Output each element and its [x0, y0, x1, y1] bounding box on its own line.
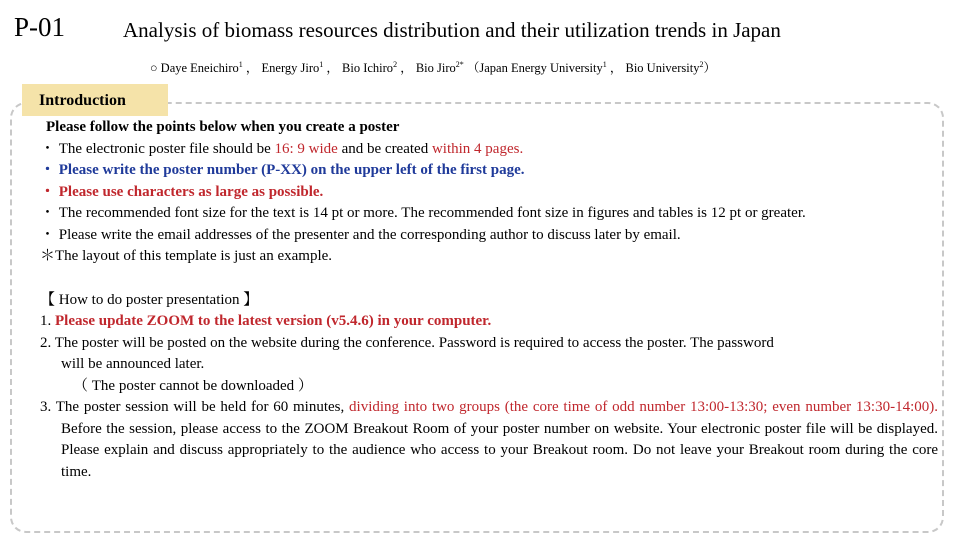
- affiliation-mark: 2: [699, 59, 704, 69]
- poster-body: [40, 117, 938, 483]
- affiliation-2: ， Bio University: [609, 61, 700, 75]
- howto-heading: 【 How to do poster presentation 】: [40, 291, 259, 308]
- howto-step-3: [40, 397, 938, 483]
- zoom-update-note: Please update ZOOM to the latest version (v5.4.6) in your computer.: [55, 313, 492, 329]
- highlight-4-pages: within 4 pages.: [431, 140, 524, 157]
- poster-title: Analysis of biomass resources distribution and their utilization trends in Japan: [123, 18, 781, 42]
- step-3-text: 3. The poster session will be held for 60 minutes,: [40, 399, 350, 415]
- affiliation-mark: 1: [602, 59, 607, 69]
- author-line: [150, 58, 716, 76]
- howto-step-1: [40, 311, 938, 333]
- howto-step-2: 2. The poster will be posted on the website during the conference. Password is required to access the poster. The password: [40, 334, 774, 351]
- step-3-rest: Before the session, please access to the ZOOM Breakout Room of your poster number on website. Your electronic poster file will be displayed. Please explain and discuss appropriately to the audience who access to your Breakout room. Do not leave your Breakout room during the core time.: [61, 420, 938, 480]
- affiliation-1: （Japan Energy University: [466, 61, 603, 75]
- affiliation-mark: 1: [238, 59, 243, 69]
- affiliation-mark: 2: [393, 59, 398, 69]
- author-2: ， Energy Jiro: [245, 61, 320, 75]
- intro-heading: Please follow the points below when you create a poster: [46, 119, 400, 135]
- intro-item-6: ＊The layout of this template is just an example.: [40, 248, 333, 264]
- affiliation-mark: 2*: [455, 59, 464, 69]
- author-4: ， Bio Jiro: [400, 61, 456, 75]
- author-3: ， Bio Ichiro: [326, 61, 394, 75]
- section-tab-introduction: Introduction: [22, 84, 168, 116]
- step-number: 1.: [40, 313, 55, 329]
- howto-step-2-cont: will be announced later.: [61, 356, 205, 372]
- intro-item-1: [40, 139, 938, 161]
- author-1: ○ Daye Eneichiro: [150, 61, 239, 75]
- intro-item-3: ・ Please use characters as large as possible.: [40, 183, 324, 200]
- intro-item-1-mid: and be created: [337, 140, 432, 157]
- affiliation-close: ）: [703, 61, 716, 75]
- highlight-16-9: 16: 9 wide: [274, 140, 338, 157]
- intro-item-2: ・ Please write the poster number (P-XX) on the upper left of the first page.: [40, 162, 525, 178]
- intro-item-4: ・ The recommended font size for the text is 14 pt or more. The recommended font size in figures and tables is 12 pt or greater.: [40, 205, 806, 221]
- affiliation-mark: 1: [319, 59, 324, 69]
- intro-item-1-text: ・ The electronic poster file should be: [40, 140, 275, 157]
- poster-number: P-01: [14, 12, 66, 42]
- core-time-note: dividing into two groups (the core time of odd number 13:00-13:30; even number 13:30-14:00).: [349, 399, 938, 415]
- howto-step-2-note: （ The poster cannot be downloaded ）: [73, 377, 313, 394]
- intro-item-5: ・ Please write the email addresses of the presenter and the corresponding author to discuss later by email.: [40, 226, 681, 243]
